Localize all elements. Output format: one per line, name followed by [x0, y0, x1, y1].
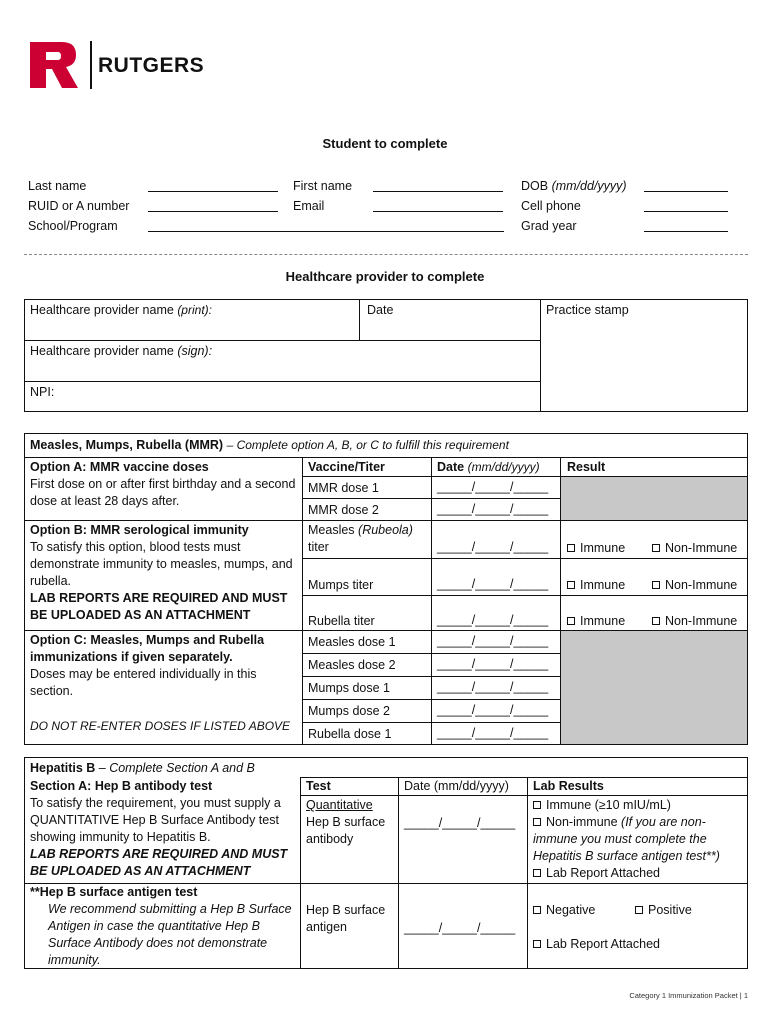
provider-name-print-field[interactable]: Healthcare provider name (print): — [30, 303, 212, 317]
grad-year-label: Grad year — [521, 219, 577, 233]
measles-titer-date[interactable]: _____/_____/_____ — [437, 540, 549, 554]
provider-name-sign-field[interactable]: Healthcare provider name (sign): — [30, 344, 213, 358]
mumps-dose-2: Mumps dose 2 — [308, 704, 390, 718]
mmr-title: Measles, Mumps, Rubella (MMR) – Complete option A, B, or C to fulfill this requirement — [30, 438, 509, 452]
mmr-col-result: Result — [567, 460, 606, 474]
dob-field[interactable] — [644, 178, 728, 192]
student-section-title: Student to complete — [322, 136, 448, 151]
hepb-col-date: Date (mm/dd/yyyy) — [404, 779, 509, 793]
cell-phone-label: Cell phone — [521, 199, 581, 213]
ruid-field[interactable] — [148, 198, 278, 212]
email-label: Email — [293, 199, 325, 213]
mumps-titer-date[interactable]: _____/_____/_____ — [437, 577, 549, 591]
logo-wordmark: RUTGERS — [98, 54, 205, 77]
mmr-dose-2: MMR dose 2 — [308, 503, 379, 517]
rubella-titer-date[interactable]: _____/_____/_____ — [437, 613, 549, 627]
quant-antibody-test: Quantitative Hep B surface antibody — [306, 798, 386, 846]
first-name-label: First name — [293, 179, 353, 193]
page-footer: Category 1 Immunization Packet | 1 — [629, 991, 748, 1000]
measles-titer: Measles (Rubeola) titer — [308, 523, 413, 554]
antigen-date[interactable]: _____/_____/_____ — [404, 921, 516, 935]
mmr-col-date: Date (mm/dd/yyyy) — [437, 460, 540, 474]
email-field[interactable] — [373, 198, 503, 212]
rutgers-r-logo — [28, 40, 80, 90]
last-name-label: Last name — [28, 179, 87, 193]
rubella-dose-1: Rubella dose 1 — [308, 727, 392, 741]
hepb-col-lab: Lab Results — [533, 779, 604, 793]
hepb-title: Hepatitis B – Complete Section A and B — [30, 761, 255, 775]
measles-dose-1-date[interactable]: _____/_____/_____ — [437, 634, 549, 648]
rubella-non-immune-checkbox[interactable]: Non-Immune — [652, 613, 737, 630]
grad-year-field[interactable] — [644, 218, 728, 232]
practice-stamp-field[interactable]: Practice stamp — [546, 303, 629, 317]
option-c-result-shaded — [561, 631, 747, 744]
cell-phone-field[interactable] — [644, 198, 728, 212]
option-c-note: DO NOT RE-ENTER DOSES IF LISTED ABOVE — [30, 719, 291, 733]
mumps-dose-1-date[interactable]: _____/_____/_____ — [437, 680, 549, 694]
mumps-immune-checkbox[interactable]: Immune — [567, 577, 625, 594]
rubella-immune-checkbox[interactable]: Immune — [567, 613, 625, 630]
hepb-antigen: **Hep B surface antigen test We recommend submitting a Hep B Surface Antigen in case the quantitative Hep B Surface Antibody does not demonstrate immunity. — [30, 885, 292, 967]
provider-date-field[interactable]: Date — [367, 303, 394, 317]
rubella-dose-1-date[interactable]: _____/_____/_____ — [437, 726, 549, 740]
first-name-field[interactable] — [373, 178, 503, 192]
mmr-dose-1-date[interactable]: _____/_____/_____ — [437, 480, 549, 494]
antigen-lab-attached-checkbox[interactable]: Lab Report Attached — [533, 936, 660, 953]
mmr-dose-1: MMR dose 1 — [308, 481, 379, 495]
antigen-positive-checkbox[interactable]: Positive — [635, 902, 692, 919]
mumps-titer: Mumps titer — [308, 578, 374, 592]
antigen-negative-checkbox[interactable]: Negative — [533, 902, 595, 919]
logo-divider — [90, 41, 92, 89]
dob-label: DOB (mm/dd/yyyy) — [521, 179, 627, 193]
antibody-date[interactable]: _____/_____/_____ — [404, 816, 516, 830]
mumps-dose-2-date[interactable]: _____/_____/_____ — [437, 703, 549, 717]
hepb-section-a: Section A: Hep B antibody test To satisfy the requirement, you must supply a QUANTITATIVE Hep B Surface Antibody test showing immunity to Hepatitis B. LAB REPORTS ARE REQUIRED AND MUST BE UPLOADED AS AN ATTACHMENT — [30, 779, 288, 878]
option-b: Option B: MMR serological immunity To satisfy this option, blood tests must demonstrate immunity to measles, mumps, and rubella. LAB REPORTS ARE REQUIRED AND MUST BE UPLOADED AS AN ATTACHMENT — [30, 523, 293, 622]
antibody-immune-checkbox[interactable]: Immune (≥10 mIU/mL) — [533, 797, 745, 814]
hepb-col-test: Test — [306, 779, 331, 793]
mmr-dose-2-date[interactable]: _____/_____/_____ — [437, 502, 549, 516]
mmr-col-vaccine: Vaccine/Titer — [308, 460, 385, 474]
npi-field[interactable]: NPI: — [30, 385, 55, 399]
mumps-non-immune-checkbox[interactable]: Non-Immune — [652, 577, 737, 594]
antibody-results — [533, 797, 745, 882]
school-program-label: School/Program — [28, 219, 118, 233]
measles-dose-2-date[interactable]: _____/_____/_____ — [437, 657, 549, 671]
measles-non-immune-checkbox[interactable]: Non-Immune — [652, 540, 737, 557]
measles-immune-checkbox[interactable]: Immune — [567, 540, 625, 557]
option-a-result-shaded — [561, 477, 747, 520]
school-program-field[interactable] — [148, 218, 504, 232]
option-a: Option A: MMR vaccine doses First dose on or after first birthday and a second dose at least 28 days after. — [30, 460, 296, 508]
measles-dose-2: Measles dose 2 — [308, 658, 396, 672]
option-c: Option C: Measles, Mumps and Rubella immunizations if given separately. Doses may be entered individually in this section. — [30, 633, 265, 698]
antigen-test: Hep B surface antigen — [306, 903, 386, 934]
section-divider — [24, 254, 748, 255]
rubella-titer: Rubella titer — [308, 614, 375, 628]
antibody-non-immune-checkbox[interactable]: Non-immune (If you are non-immune you must complete the Hepatitis B surface antigen test**) — [533, 815, 720, 863]
mumps-dose-1: Mumps dose 1 — [308, 681, 390, 695]
last-name-field[interactable] — [148, 178, 278, 192]
provider-section-title: Healthcare provider to complete — [285, 269, 485, 284]
measles-dose-1: Measles dose 1 — [308, 635, 396, 649]
ruid-label: RUID or A number — [28, 199, 130, 213]
antibody-lab-attached-checkbox[interactable]: Lab Report Attached — [533, 865, 745, 882]
